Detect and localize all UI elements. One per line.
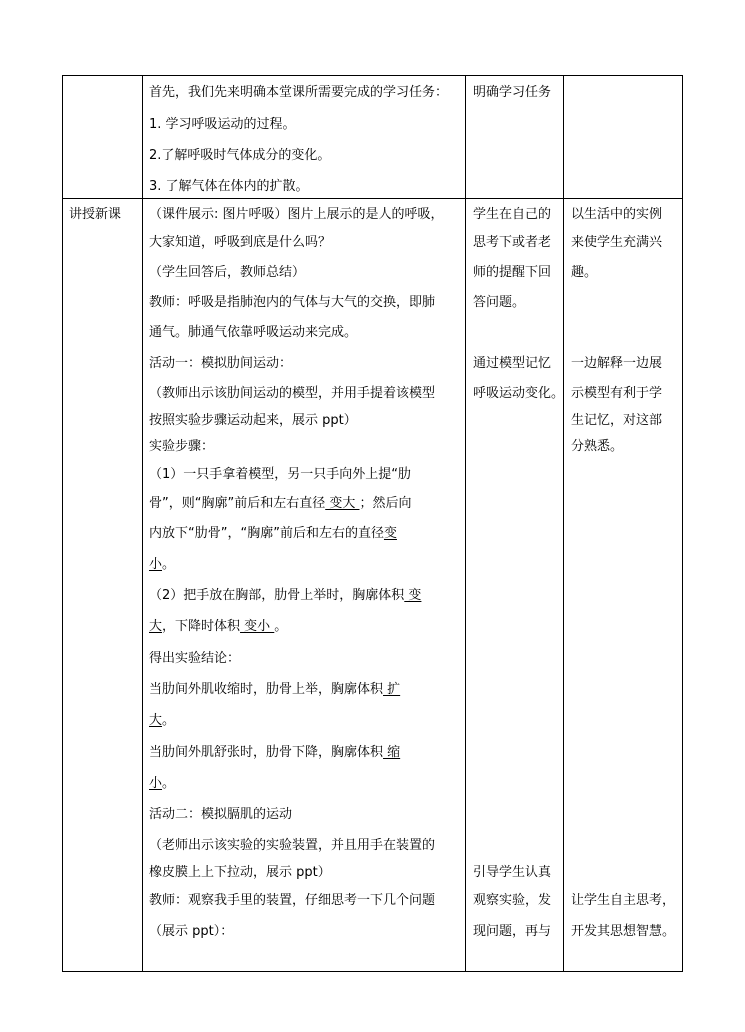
stage-cell <box>63 76 143 199</box>
content-line <box>149 526 397 542</box>
intent-line: 开发其思想智慧。 <box>571 924 676 939</box>
line-text: （2）把手放在胸部，肋骨上举时，胸廓体积 <box>149 588 405 603</box>
content-line: 教师：观察我手里的装置，仔细思考一下几个问题 <box>149 893 436 908</box>
content-line <box>149 496 412 512</box>
intent-cell <box>564 76 683 199</box>
student-line: 观察实验，发 <box>473 893 552 908</box>
line-text: 当肋间外肌收缩时，肋骨上举，胸廓体积 <box>149 682 384 697</box>
intent-cell <box>564 199 683 972</box>
content-line: （课件展示: 图片呼吸）图片上展示的是人的呼吸， <box>149 207 444 222</box>
fill-in-answer: 小 <box>149 776 163 791</box>
intent-line: 趣。 <box>571 265 598 280</box>
content-line: 首先，我们先来明确本堂课所需要完成的学习任务： <box>149 85 449 100</box>
content-line <box>149 588 421 604</box>
line-text: 。 <box>274 619 288 634</box>
content-line: 大家知道，呼吸到底是什么吗？ <box>149 235 332 250</box>
table-row <box>63 199 683 972</box>
content-line: 3. 了解气体在体内的扩散。 <box>149 179 309 194</box>
fill-in-answer: 大 <box>149 619 163 634</box>
content-line: 按照实验步骤运动起来，展示 ppt） <box>149 413 357 428</box>
student-cell <box>466 76 564 199</box>
line-text: ；然后向 <box>359 496 412 511</box>
student-cell <box>466 199 564 972</box>
content-line: （老师出示该实验的实验装置，并且用手在装置的 <box>149 838 436 853</box>
line-text: 骨”，则“胸廓”前后和左右直径 <box>149 496 326 511</box>
stage-label: 讲授新课 <box>69 207 122 222</box>
content-line: 2.了解呼吸时气体成分的变化。 <box>149 148 331 163</box>
content-line: （1）一只手拿着模型，另一只手向外上提“肋 <box>149 467 412 482</box>
content-line: 活动一：模拟肋间运动： <box>149 356 293 371</box>
fill-in-answer: 变 <box>404 588 422 603</box>
content-line: 通气。肺通气依靠呼吸运动来完成。 <box>149 325 358 340</box>
line-text: 。 <box>162 557 176 572</box>
content-line <box>149 682 400 698</box>
intent-line: 一边解释一边展 <box>571 356 663 371</box>
line-text: 。 <box>162 713 176 728</box>
content-line: 1. 学习呼吸运动的过程。 <box>149 117 296 132</box>
content-line: 实验步骤： <box>149 439 215 454</box>
intent-line: 生记忆，对这部 <box>571 413 663 428</box>
fill-in-answer: 缩 <box>383 745 401 760</box>
student-line: 思考下或者老 <box>473 235 552 250</box>
content-cell <box>143 76 466 199</box>
intent-line: 示模型有利于学 <box>571 386 663 401</box>
content-line: （教师出示该肋间运动的模型，并用手提着该模型 <box>149 386 436 401</box>
content-line <box>149 745 400 761</box>
lesson-plan-table <box>62 75 683 972</box>
line-text: 内放下“肋骨”，“胸廓”前后和左右的直径 <box>149 526 384 541</box>
student-line: 答问题。 <box>473 295 526 310</box>
student-line: 通过模型记忆 <box>473 356 552 371</box>
line-text: 。 <box>162 776 176 791</box>
student-line: 现问题，再与 <box>473 924 552 939</box>
fill-in-answer: 小 <box>149 557 163 572</box>
fill-in-answer: 扩 <box>383 682 401 697</box>
line-text: 当肋间外肌舒张时，肋骨下降，胸廓体积 <box>149 745 384 760</box>
intent-line: 以生活中的实例 <box>571 207 663 222</box>
content-line <box>149 776 175 792</box>
content-line <box>149 619 287 635</box>
content-line <box>149 713 175 729</box>
student-line: 呼吸运动变化。 <box>473 386 565 401</box>
intent-line: 分熟悉。 <box>571 439 624 454</box>
stage-cell <box>63 199 143 972</box>
table-row <box>63 76 683 199</box>
student-line: 学生在自己的 <box>473 207 552 222</box>
student-line: 师的提醒下回 <box>473 265 552 280</box>
fill-in-answer: 变 <box>383 526 397 541</box>
intent-line: 来使学生充满兴 <box>571 235 663 250</box>
content-line: 教师：呼吸是指肺泡内的气体与大气的交换，即肺 <box>149 295 436 310</box>
content-line: 橡皮膜上上下拉动，展示 ppt） <box>149 865 331 880</box>
content-line: 活动二：模拟膈肌的运动 <box>149 807 293 822</box>
content-line: 得出实验结论： <box>149 651 241 666</box>
content-line <box>149 557 175 573</box>
content-line: （学生回答后，教师总结） <box>149 265 306 280</box>
content-cell <box>143 199 466 972</box>
fill-in-answer: 变小 <box>240 619 275 634</box>
student-line: 明确学习任务 <box>473 85 552 100</box>
student-line: 引导学生认真 <box>473 865 552 880</box>
fill-in-answer: 变大 <box>325 496 360 511</box>
intent-line: 让学生自主思考， <box>571 893 676 908</box>
line-text: ，下降时体积 <box>162 619 241 634</box>
content-line: （展示 ppt）： <box>149 924 234 939</box>
fill-in-answer: 大 <box>149 713 163 728</box>
